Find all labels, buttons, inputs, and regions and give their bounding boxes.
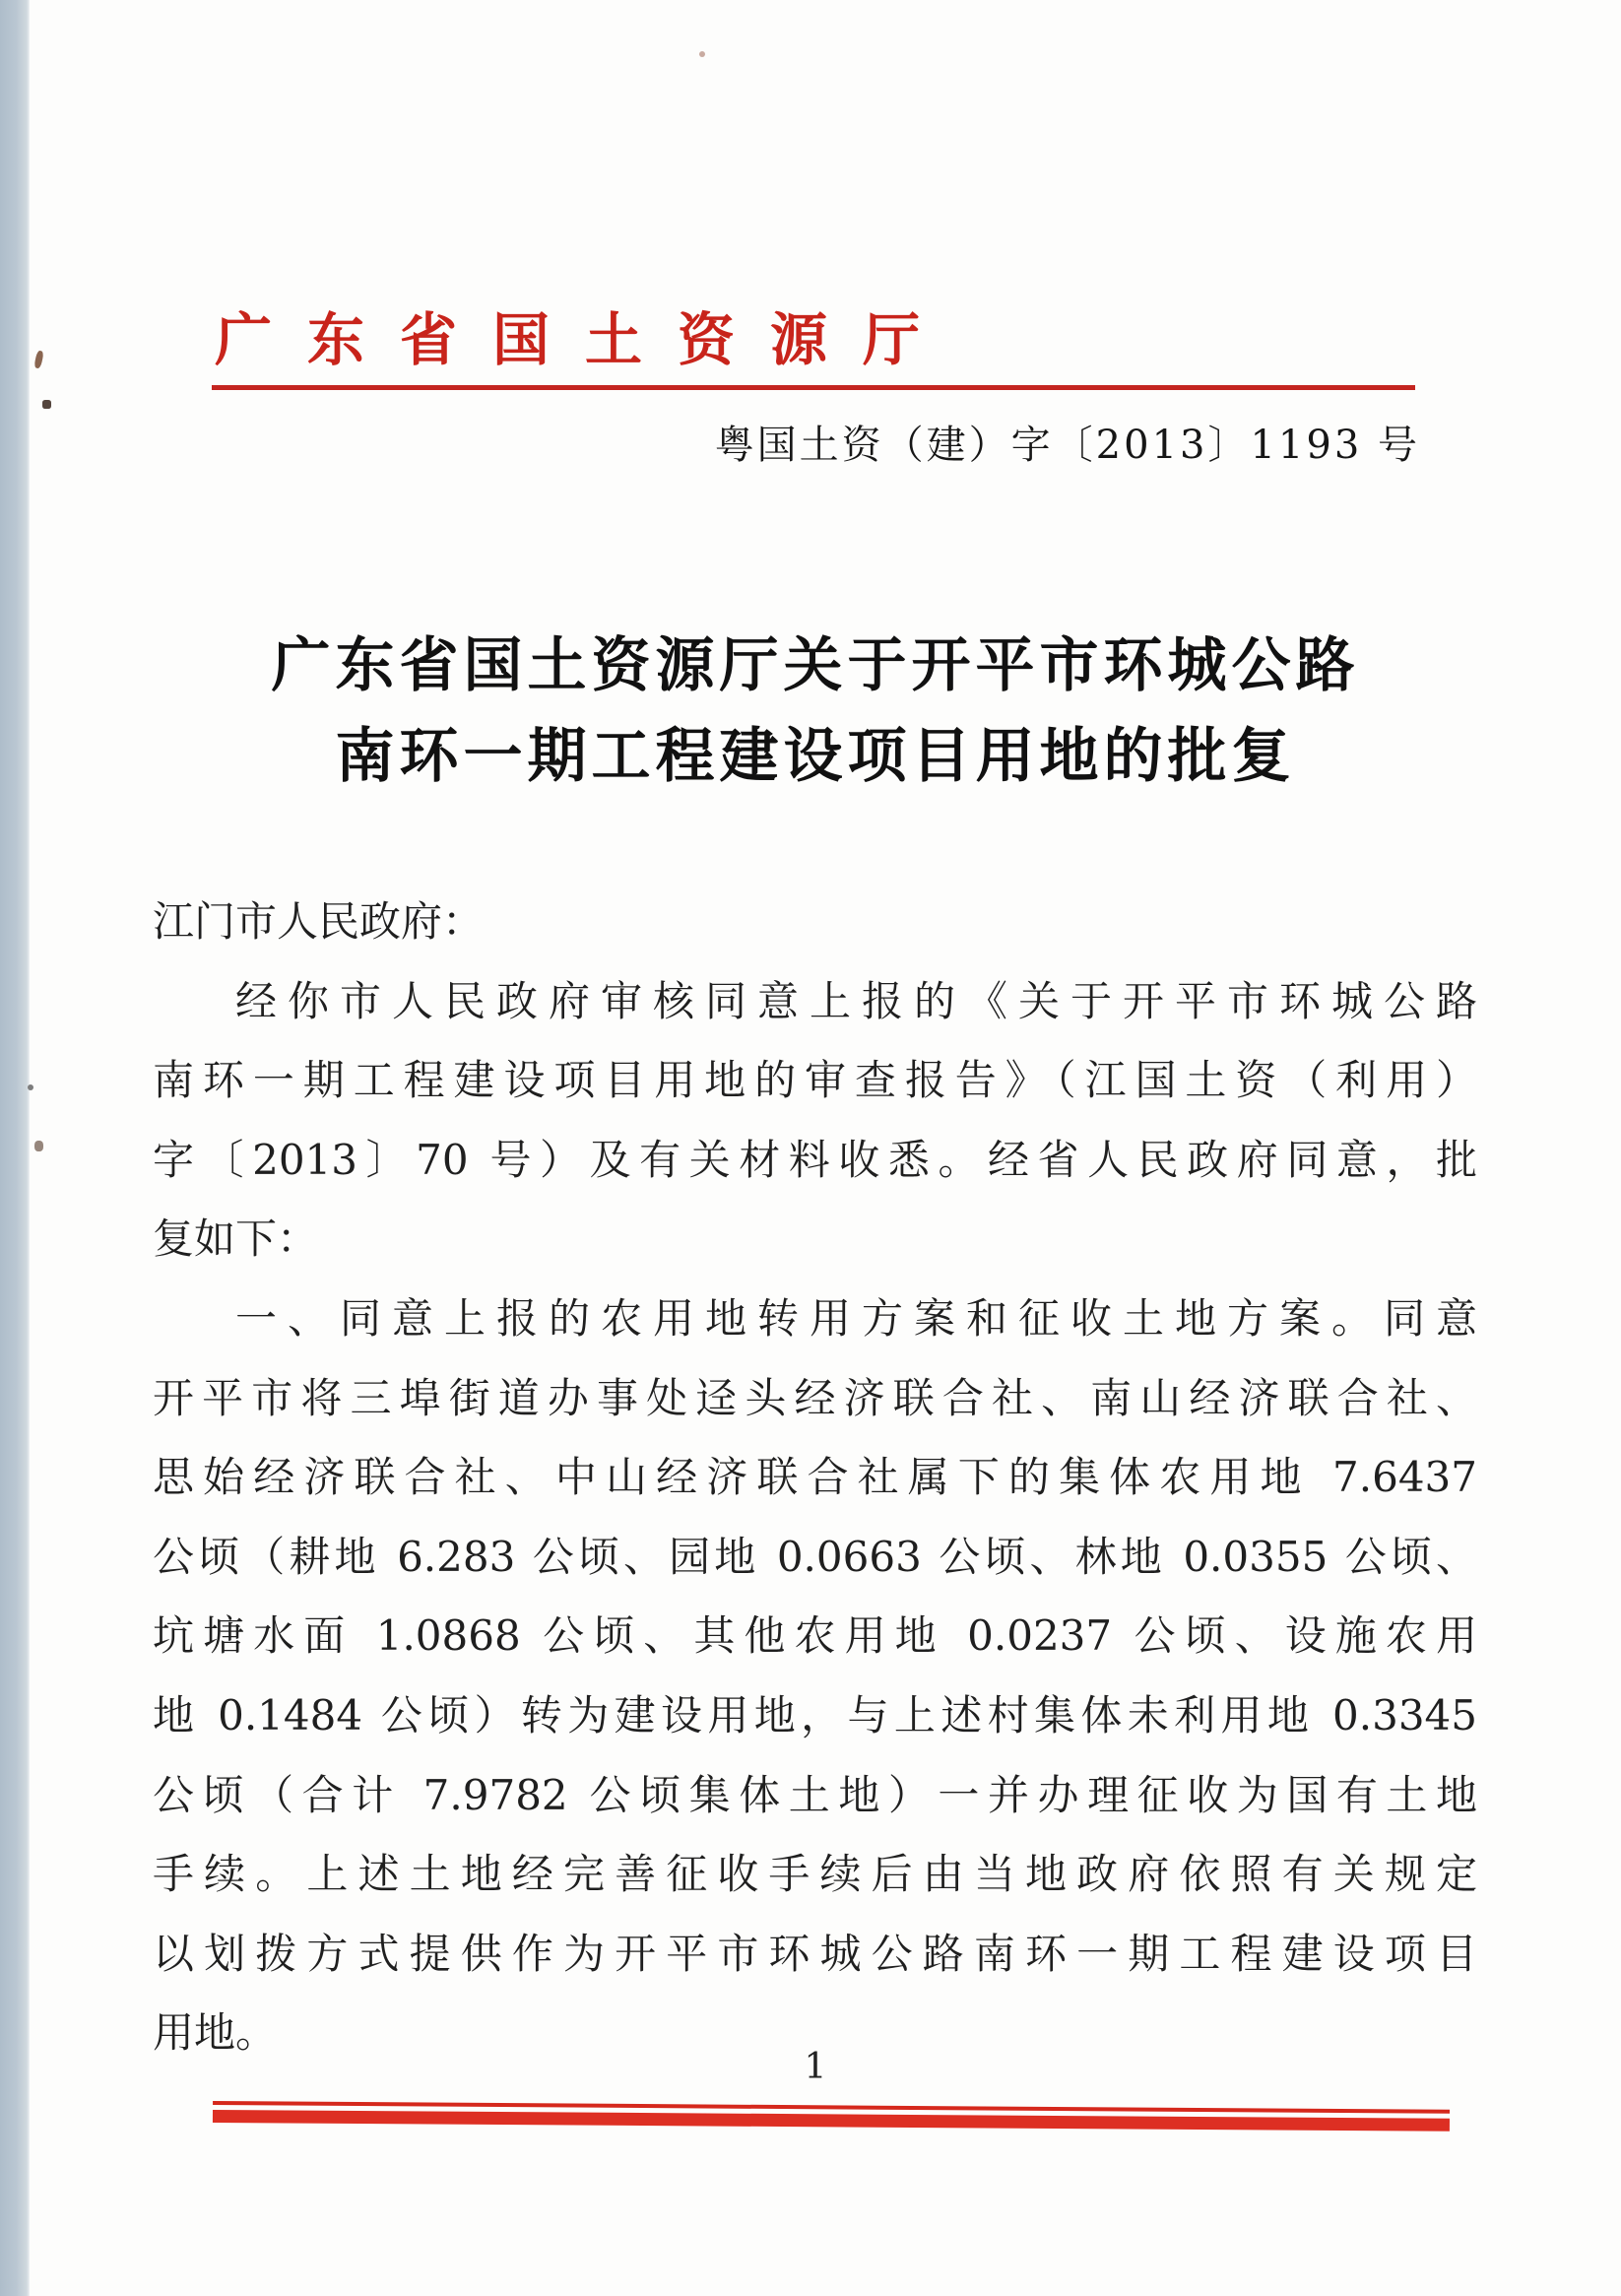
document-reference-number: 粤国土资（建）字〔2013〕1193 号 bbox=[714, 423, 1420, 468]
body-line: 一、同意上报的农用地转用方案和征收土地方案。同意 bbox=[235, 1293, 1477, 1343]
body-line: 手续。上述土地经完善征收手续后由当地政府依照有关规定 bbox=[153, 1850, 1477, 1899]
scan-speck bbox=[34, 1141, 43, 1151]
scan-speck bbox=[42, 400, 51, 409]
document-body bbox=[153, 883, 1477, 2073]
footer-rule-thick-line bbox=[213, 2110, 1450, 2132]
body-line: 开平市将三埠街道办事处迳头经济联合社、南山经济联合社、 bbox=[153, 1373, 1477, 1422]
body-line: 坑塘水面 1.0868 公顷、其他农用地 0.0237 公顷、设施农用 bbox=[153, 1611, 1477, 1661]
body-line: 地 0.1484 公顷）转为建设用地，与上述村集体未利用地 0.3345 bbox=[153, 1690, 1477, 1739]
body-line: 用地。 bbox=[153, 2008, 278, 2058]
body-line: 字〔2013〕70 号）及有关材料收悉。经省人民政府同意，批 bbox=[153, 1135, 1477, 1184]
page-number: 1 bbox=[804, 2047, 827, 2087]
agency-letterhead: 广东省国土资源厅 bbox=[215, 306, 956, 373]
body-line: 思始经济联合社、中山经济联合社属下的集体农用地 7.6437 bbox=[153, 1453, 1477, 1502]
body-line: 以划拨方式提供作为开平市环城公路南环一期工程建设项目 bbox=[153, 1929, 1477, 1978]
scan-speck bbox=[28, 1084, 33, 1090]
scan-speck bbox=[699, 51, 705, 57]
document-title-line2: 南环一期工程建设项目用地的批复 bbox=[335, 722, 1296, 791]
document-title-line1: 广东省国土资源厅关于开平市环城公路 bbox=[271, 631, 1360, 700]
body-line: 公顷（合计 7.9782 公顷集体土地）一并办理征收为国有土地 bbox=[153, 1770, 1477, 1819]
body-line: 复如下： bbox=[153, 1214, 319, 1264]
body-line: 经你市人民政府审核同意上报的《关于开平市环城公路 bbox=[235, 976, 1477, 1025]
salutation: 江门市人民政府： bbox=[153, 897, 485, 946]
body-line: 公顷（耕地 6.283 公顷、园地 0.0663 公顷、林地 0.0355 公顷、 bbox=[153, 1532, 1477, 1581]
document-title bbox=[148, 621, 1483, 802]
scan-speck bbox=[33, 350, 44, 368]
body-line: 南环一期工程建设项目用地的审查报告》（江国土资（利用） bbox=[153, 1056, 1477, 1105]
letterhead-red-rule bbox=[212, 385, 1415, 390]
footer-red-rule bbox=[213, 2101, 1450, 2132]
scanner-edge-strip bbox=[0, 0, 30, 2296]
